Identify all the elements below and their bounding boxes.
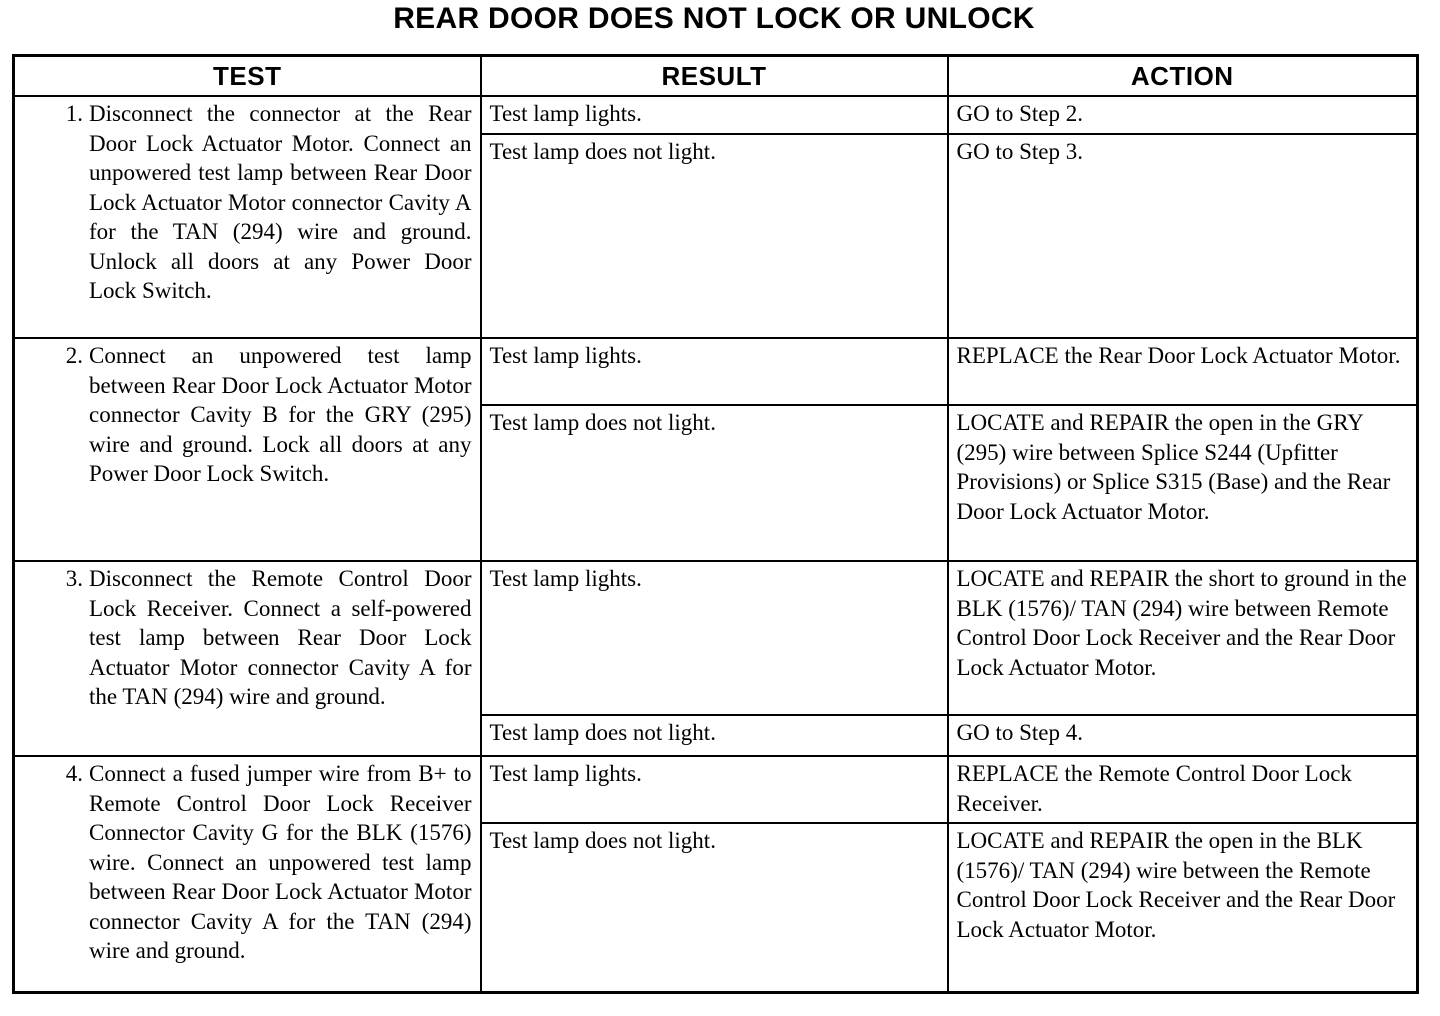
result-cell: Test lamp does not light. (481, 715, 948, 756)
column-header-result: RESULT (481, 56, 948, 97)
result-cell: Test lamp lights. (481, 756, 948, 823)
action-cell: LOCATE and REPAIR the open in the BLK (1576)/ TAN (294) wire between the Remote Control Door Lock Receiver and the Rear Door Lock Actuator Motor. (948, 823, 1418, 993)
test-description: Disconnect the connector at the Rear Door Lock Actuator Motor. Connect an unpowered test lamp between Rear Door Lock Actuator Motor connector Cavity A for the TAN (294) wire and ground. Unlock all doors at any Power Door Lock Switch. (89, 101, 472, 303)
result-cell: Test lamp does not light. (481, 134, 948, 338)
step-number: 2. (65, 343, 83, 368)
test-description: Disconnect the Remote Control Door Lock Receiver. Connect a self-powered test lamp between Rear Door Lock Actuator Motor connector Cavity A for the TAN (294) wire and ground. (89, 566, 472, 709)
step-number: 3. (65, 566, 83, 591)
test-cell-step-1 (14, 96, 481, 338)
header-row (14, 56, 1418, 97)
column-header-action: ACTION (948, 56, 1418, 97)
result-cell: Test lamp does not light. (481, 405, 948, 561)
page-title: REAR DOOR DOES NOT LOCK OR UNLOCK (393, 2, 1035, 35)
action-cell: LOCATE and REPAIR the short to ground in the BLK (1576)/ TAN (294) wire between Remote Control Door Lock Receiver and the Rear Door Lock Actuator Motor. (948, 561, 1418, 715)
test-description: Connect a fused jumper wire from B+ to Remote Control Door Lock Receiver Connector Cavity G for the BLK (1576) wire. Connect an unpowered test lamp between Rear Door Lock Actuator Motor connector Cavity A for the TAN (294) wire and ground. (89, 761, 472, 963)
action-cell: REPLACE the Rear Door Lock Actuator Motor. (948, 338, 1418, 405)
test-cell-step-4 (14, 756, 481, 993)
table-row (14, 561, 1418, 715)
result-cell: Test lamp lights. (481, 561, 948, 715)
table-row (14, 338, 1418, 405)
table-row (14, 756, 1418, 823)
step-number: 1. (65, 101, 83, 126)
action-cell: GO to Step 2. (948, 96, 1418, 134)
test-description: Connect an unpowered test lamp between Rear Door Lock Actuator Motor connector Cavity B for the GRY (295) wire and ground. Lock all doors at any Power Door Lock Switch. (89, 343, 472, 486)
diagnostic-table (12, 54, 1419, 994)
test-cell-step-2 (14, 338, 481, 561)
test-cell-step-3 (14, 561, 481, 756)
action-cell: GO to Step 3. (948, 134, 1418, 338)
result-cell: Test lamp lights. (481, 96, 948, 134)
step-number: 4. (65, 761, 83, 786)
action-cell: REPLACE the Remote Control Door Lock Receiver. (948, 756, 1418, 823)
action-cell: GO to Step 4. (948, 715, 1418, 756)
action-cell: LOCATE and REPAIR the open in the GRY (295) wire between Splice S244 (Upfitter Provisions) or Splice S315 (Base) and the Rear Door Lock Actuator Motor. (948, 405, 1418, 561)
result-cell: Test lamp lights. (481, 338, 948, 405)
column-header-test: TEST (14, 56, 481, 97)
result-cell: Test lamp does not light. (481, 823, 948, 993)
table-row (14, 96, 1418, 134)
